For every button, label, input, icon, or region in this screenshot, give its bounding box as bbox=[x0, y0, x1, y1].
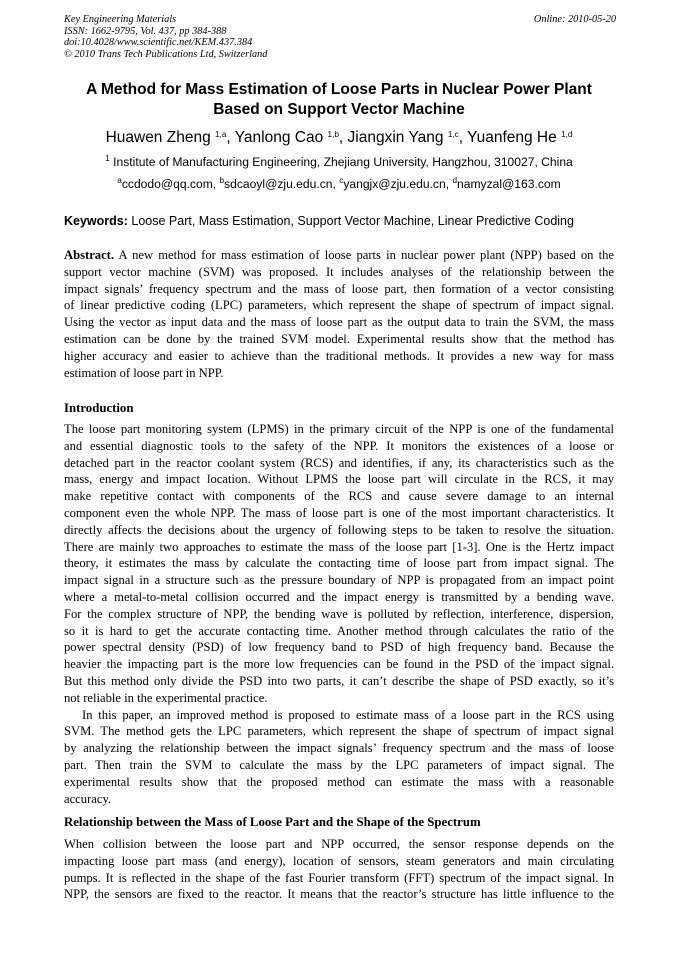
author-list: Huawen Zheng $^{1,a}$, Yanlong Cao $^{1,b}$, Jiangxin Yang $^{1,c}$, Yuanfeng He $^{1,d}$ bbox=[105, 129, 573, 146]
text-line-content: For the complex structure of NPP, the bending wave is polluted by reflection, interference, dispersion, bbox=[64, 606, 614, 621]
email-marker: c bbox=[339, 176, 344, 185]
text-line-content: component even the whole NPP. The mass of loose part is one of the most important characteristics. It bbox=[64, 505, 614, 520]
text-line-content: and essential diagnostic tools to the safety of the NPP. It monitors the existences of a loose or bbox=[64, 438, 614, 453]
text-line-content: higher accuracy and easier to achieve than the traditional methods. It provides a new way for mass bbox=[64, 348, 614, 363]
abstract-line bbox=[64, 281, 614, 298]
abstract-line bbox=[64, 264, 614, 281]
introduction-line bbox=[64, 539, 614, 556]
text-line-content: accuracy. bbox=[64, 791, 112, 806]
introduction-line bbox=[64, 471, 614, 488]
introduction-line bbox=[64, 623, 614, 640]
abstract-line bbox=[64, 247, 614, 264]
introduction-line bbox=[64, 505, 614, 522]
introduction-line bbox=[64, 757, 614, 774]
text-line-content: The loose part monitoring system (LPMS) in the primary circuit of the NPP is one of the fundamental bbox=[64, 422, 614, 436]
text-line-content: estimation can be done by the trained SVM model. Experimental results show that the method has bbox=[64, 331, 614, 346]
introduction-line bbox=[64, 740, 614, 757]
email-address: ccdodo@qq.com bbox=[121, 177, 213, 191]
text-line-content: But this method only divide the PSD into two parts, it can’t describe the shape of PSD exactly, so it’s bbox=[64, 673, 614, 688]
introduction-line bbox=[64, 522, 614, 539]
introduction-line bbox=[64, 639, 614, 656]
text-line-content: where a metal-to-metal collision occurred and the impact energy is transmitted by a bending wave. bbox=[64, 589, 614, 604]
relationship-line: When collision between the loose part and NPP occurred, the sensor response depends on the bbox=[64, 837, 614, 851]
introduction-line bbox=[64, 555, 614, 572]
introduction-line bbox=[64, 723, 614, 740]
text-line-content: There are mainly two approaches to estimate the mass of the loose part [1-3]. One is the Hertz impact bbox=[64, 539, 614, 554]
introduction-line bbox=[64, 690, 614, 707]
email-marker: b bbox=[219, 176, 225, 185]
abstract bbox=[64, 247, 614, 381]
text-line-content: support vector machine (SVM) was proposed. It includes analyses of the relationship between the bbox=[64, 264, 614, 279]
email-list: $^a$ccdodo@qq.com, $^b$sdcaoyl@zju.edu.cn, $^c$yangjx@zju.edu.cn, $^d$namyzal@163.com bbox=[117, 176, 561, 191]
author-name: Huawen Zheng bbox=[105, 129, 211, 146]
journal-doi: doi:10.4028/www.scientific.net/KEM.437.384 bbox=[64, 37, 253, 49]
keywords bbox=[64, 213, 624, 229]
introduction-line bbox=[64, 589, 614, 606]
affiliation-text: Institute of Manufacturing Engineering, Zhejiang University, Hangzhou, 310027, China bbox=[113, 155, 573, 169]
introduction-line bbox=[64, 606, 614, 623]
introduction-line bbox=[64, 656, 614, 673]
paper-title bbox=[40, 80, 638, 120]
text-line-content: of linear predictive coding (LPC) parameters, which represent the shape of spectrum of impact signal. bbox=[64, 298, 614, 313]
introduction-line bbox=[64, 774, 614, 791]
text-line-content: by analyzing the relationship between the impact signals’ frequency spectrum and the mass of loose bbox=[64, 741, 614, 756]
keywords-text: Loose Part, Mass Estimation, Support Vector Machine, Linear Predictive Coding bbox=[127, 214, 574, 228]
journal-name: Key Engineering Materials bbox=[64, 14, 177, 25]
relationship-line: pumps. It is reflected in the shape of the fast Fourier transform (FFT) spectrum of the impact signal. In bbox=[64, 870, 614, 885]
paper-title-line: Based on Support Vector Machine bbox=[213, 101, 465, 118]
paper-title-line: A Method for Mass Estimation of Loose Parts in Nuclear Power Plant bbox=[86, 81, 592, 98]
text-line-content: heavier the impacting part is the more low frequencies can be found in the PSD of the impact signal. bbox=[64, 657, 614, 672]
text-line-content: not reliable in the experimental practice. bbox=[64, 690, 268, 705]
author-name: Yanlong Cao bbox=[234, 129, 324, 146]
introduction-line bbox=[64, 572, 614, 589]
affiliation-marker: 1 bbox=[105, 154, 110, 163]
relationship-line: impacting loose part mass (and energy), location of sensors, steam generators and main circulating bbox=[64, 853, 614, 868]
introduction-line bbox=[64, 673, 614, 690]
abstract-line bbox=[64, 348, 614, 365]
text-line-content: so it is hard to get the accurate contacting time. Another method through calculates the ratio of the bbox=[64, 623, 614, 638]
keywords-label: Keywords: bbox=[64, 214, 128, 228]
journal-issn: ISSN: 1662-9795, Vol. 437, pp 384-388 bbox=[64, 25, 227, 37]
text-line-content: In this paper, an improved method is proposed to estimate mass of a loose part in the RCS using bbox=[82, 707, 614, 722]
online-date: Online: 2010-05-20 bbox=[533, 14, 616, 25]
introduction-line bbox=[64, 438, 614, 455]
journal-copyright: © 2010 Trans Tech Publications Ltd, Switzerland bbox=[64, 48, 268, 60]
author-name: Yuanfeng He bbox=[467, 129, 557, 146]
author-name: Jiangxin Yang bbox=[347, 129, 444, 146]
email-address: namyzal@163.com bbox=[457, 177, 561, 191]
section-heading-relationship: Relationship between the Mass of Loose Part and the Shape of the Spectrum bbox=[64, 815, 481, 829]
abstract-line bbox=[64, 297, 614, 314]
introduction-line bbox=[64, 791, 614, 808]
author-affiliation-marker: 1,a bbox=[215, 130, 227, 139]
email-marker: a bbox=[117, 176, 122, 185]
text-line-content: impact signals’ frequency spectrum and the mass of loose part, then formation of a vector consisting bbox=[64, 281, 614, 296]
abstract-line bbox=[64, 365, 614, 382]
author-affiliation-marker: 1,d bbox=[561, 130, 573, 139]
journal-header bbox=[64, 14, 616, 60]
text-line-content: Using the vector as input data and the mass of loose part as the output data to train the SVM, the mass bbox=[64, 315, 614, 330]
abstract-line bbox=[64, 331, 614, 348]
email-marker: d bbox=[452, 176, 457, 185]
text-line-content: theory, it estimates the mass by calculate the contacting time of loose part from impact signal. The bbox=[64, 556, 614, 571]
author-affiliation-marker: 1,b bbox=[327, 130, 339, 139]
affiliation bbox=[30, 155, 648, 170]
introduction-line bbox=[64, 455, 614, 472]
introduction-line bbox=[64, 488, 614, 505]
text-line-content: detached part in the reactor coolant system (RCS) and identifies, if any, its characteristics such as the bbox=[64, 455, 614, 470]
introduction-line bbox=[64, 707, 614, 724]
email-address: sdcaoyl@zju.edu.cn bbox=[224, 177, 333, 191]
text-line-content: SVM. The method gets the LPC parameters, which represent the shape of spectrum of impact signal bbox=[64, 724, 614, 739]
author-affiliation-marker: 1,c bbox=[447, 130, 459, 139]
text-line-content: part. Then train the SVM to calculate the mass by the LPC parameters of impact signal. The bbox=[64, 757, 614, 772]
introduction-body bbox=[64, 421, 614, 807]
section-heading-introduction: Introduction bbox=[64, 401, 134, 415]
text-line-content: directly affects the decisions about the urgency of following steps to be taken to resolve the situation. bbox=[64, 522, 614, 537]
email-address: yangjx@zju.edu.cn bbox=[343, 177, 446, 191]
abstract-label: Abstract. bbox=[64, 248, 115, 262]
text-line-content: power spectral density (PSD) of low frequency band to PSD of high frequency band. Because the bbox=[64, 640, 614, 655]
relationship-body bbox=[64, 836, 614, 903]
relationship-line: NPP, the sensors are fixed to the reactor. It means that the reactor’s structure has little influence to the bbox=[64, 887, 614, 902]
text-line-content: make repetitive contact with components of the RCS and cause severe damage to an internal bbox=[64, 489, 614, 504]
text-line-content: experimental results show that the proposed method can estimate the mass with a reasonable bbox=[64, 774, 614, 789]
text-line-content: impact signal in a structure such as the pressure boundary of NPP is propagated from an impact point bbox=[64, 573, 614, 588]
text-line-content: A new method for mass estimation of loose parts in nuclear power plant (NPP) based on the bbox=[114, 248, 614, 262]
abstract-line bbox=[64, 314, 614, 331]
text-line-content: estimation of loose part in NPP. bbox=[64, 365, 224, 380]
introduction-line bbox=[64, 421, 614, 438]
text-line-content: mass, energy and impact location. Without LPMS the loose part will circulate in the RCS, it may bbox=[64, 472, 614, 487]
